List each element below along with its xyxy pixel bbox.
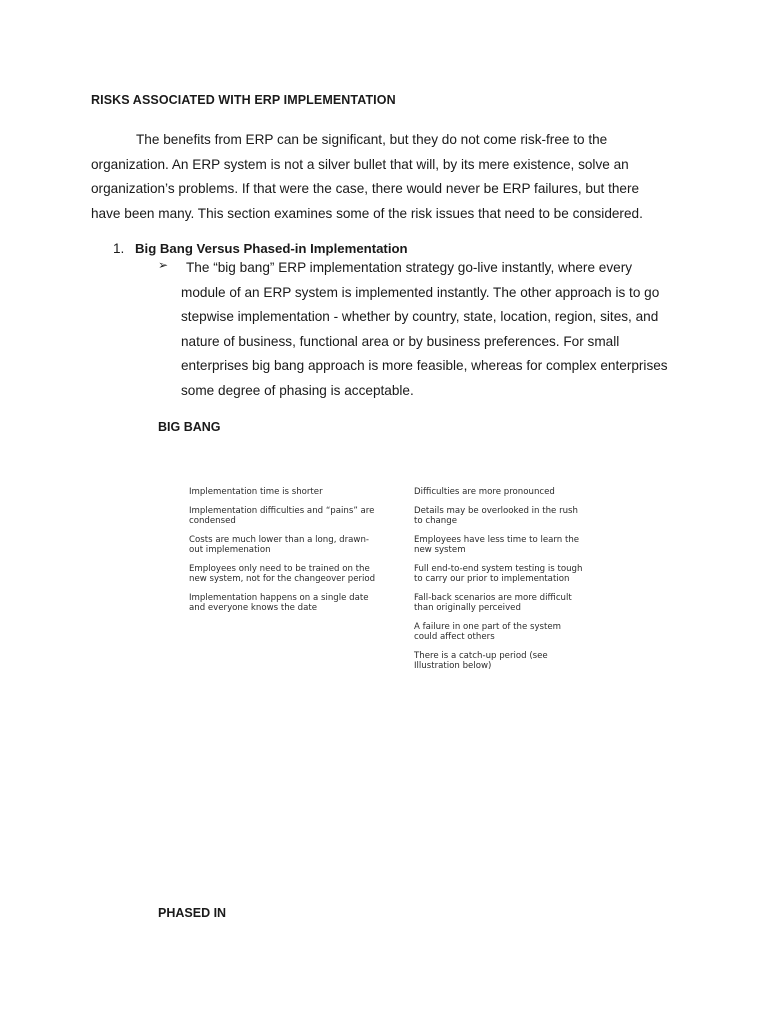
bullet-line: nature of business, functional area or by business preferences. For small bbox=[181, 333, 620, 349]
cell-line: new system, not for the changeover period bbox=[189, 574, 376, 584]
section-heading: RISKS ASSOCIATED WITH ERP IMPLEMENTATION bbox=[91, 93, 396, 107]
cell-line: to carry our prior to implementation bbox=[414, 574, 570, 584]
cell-line: A failure in one part of the system bbox=[414, 622, 562, 632]
cell-line: Details may be overlooked in the rush bbox=[414, 506, 578, 516]
table-cell bbox=[189, 506, 389, 526]
bullet-line: module of an ERP system is implemented instantly. The other approach is to go bbox=[181, 284, 660, 300]
table-cell bbox=[414, 535, 614, 555]
table-cell bbox=[414, 564, 614, 584]
cell-line: There is a catch-up period (see bbox=[414, 651, 548, 661]
bullet-line: The “big bang” ERP implementation strategy go-live instantly, where every bbox=[186, 260, 633, 275]
cell-line: Illustration below) bbox=[414, 661, 492, 671]
intro-line: The benefits from ERP can be significant, but they do not come risk-free to the bbox=[136, 132, 608, 147]
table-cell bbox=[189, 593, 389, 613]
cell-line: condensed bbox=[189, 516, 236, 526]
advantages-column bbox=[189, 487, 389, 622]
cell-line: Implementation time is shorter bbox=[189, 487, 323, 497]
table-cell bbox=[414, 487, 614, 497]
cell-line: Full end-to-end system testing is tough bbox=[414, 564, 583, 574]
cell-line: out implemenation bbox=[189, 545, 271, 555]
cell-line: Fall-back scenarios are more difficult bbox=[414, 593, 572, 603]
intro-line: have been many. This section examines some of the risk issues that need to be considered. bbox=[91, 205, 643, 221]
phased-in-heading: PHASED IN bbox=[158, 906, 227, 920]
cell-line: Employees only need to be trained on the bbox=[189, 564, 370, 574]
bullet-line: stepwise implementation - whether by country, state, location, region, sites, and bbox=[181, 309, 659, 325]
intro-paragraph bbox=[91, 128, 691, 226]
bullet-line: enterprises big bang approach is more feasible, whereas for complex enterprises bbox=[181, 358, 668, 374]
cell-line: to change bbox=[414, 516, 457, 526]
big-bang-heading: BIG BANG bbox=[158, 420, 221, 434]
cell-line: Difficulties are more pronounced bbox=[414, 487, 555, 497]
table-cell bbox=[414, 651, 614, 671]
intro-line: organization’s problems. If that were the case, there would never be ERP failures, but there bbox=[91, 181, 640, 197]
table-cell bbox=[189, 535, 389, 555]
cell-line: than originally perceived bbox=[414, 603, 521, 613]
cell-line: Implementation difficulties and “pains” are bbox=[189, 506, 375, 516]
table-cell bbox=[189, 487, 389, 497]
list-item-title: Big Bang Versus Phased-in Implementation bbox=[135, 241, 408, 256]
cell-line: could affect others bbox=[414, 632, 495, 642]
disadvantages-column bbox=[414, 487, 614, 680]
cell-line: Costs are much lower than a long, drawn- bbox=[189, 535, 369, 545]
table-cell bbox=[414, 593, 614, 613]
cell-line: new system bbox=[414, 545, 466, 555]
intro-line: organization. An ERP system is not a silver bullet that will, by its mere existence, solve an bbox=[91, 156, 629, 172]
table-cell bbox=[189, 564, 389, 584]
bullet-line: some degree of phasing is acceptable. bbox=[181, 382, 414, 398]
arrow-bullet-icon: ➢ bbox=[158, 258, 169, 272]
cell-line: and everyone knows the date bbox=[189, 603, 318, 613]
cell-line: Employees have less time to learn the bbox=[414, 535, 580, 545]
list-number: 1. bbox=[113, 241, 125, 256]
table-cell bbox=[414, 506, 614, 526]
cell-line: Implementation happens on a single date bbox=[189, 593, 369, 603]
bullet-paragraph bbox=[181, 256, 701, 404]
table-cell bbox=[414, 622, 614, 642]
